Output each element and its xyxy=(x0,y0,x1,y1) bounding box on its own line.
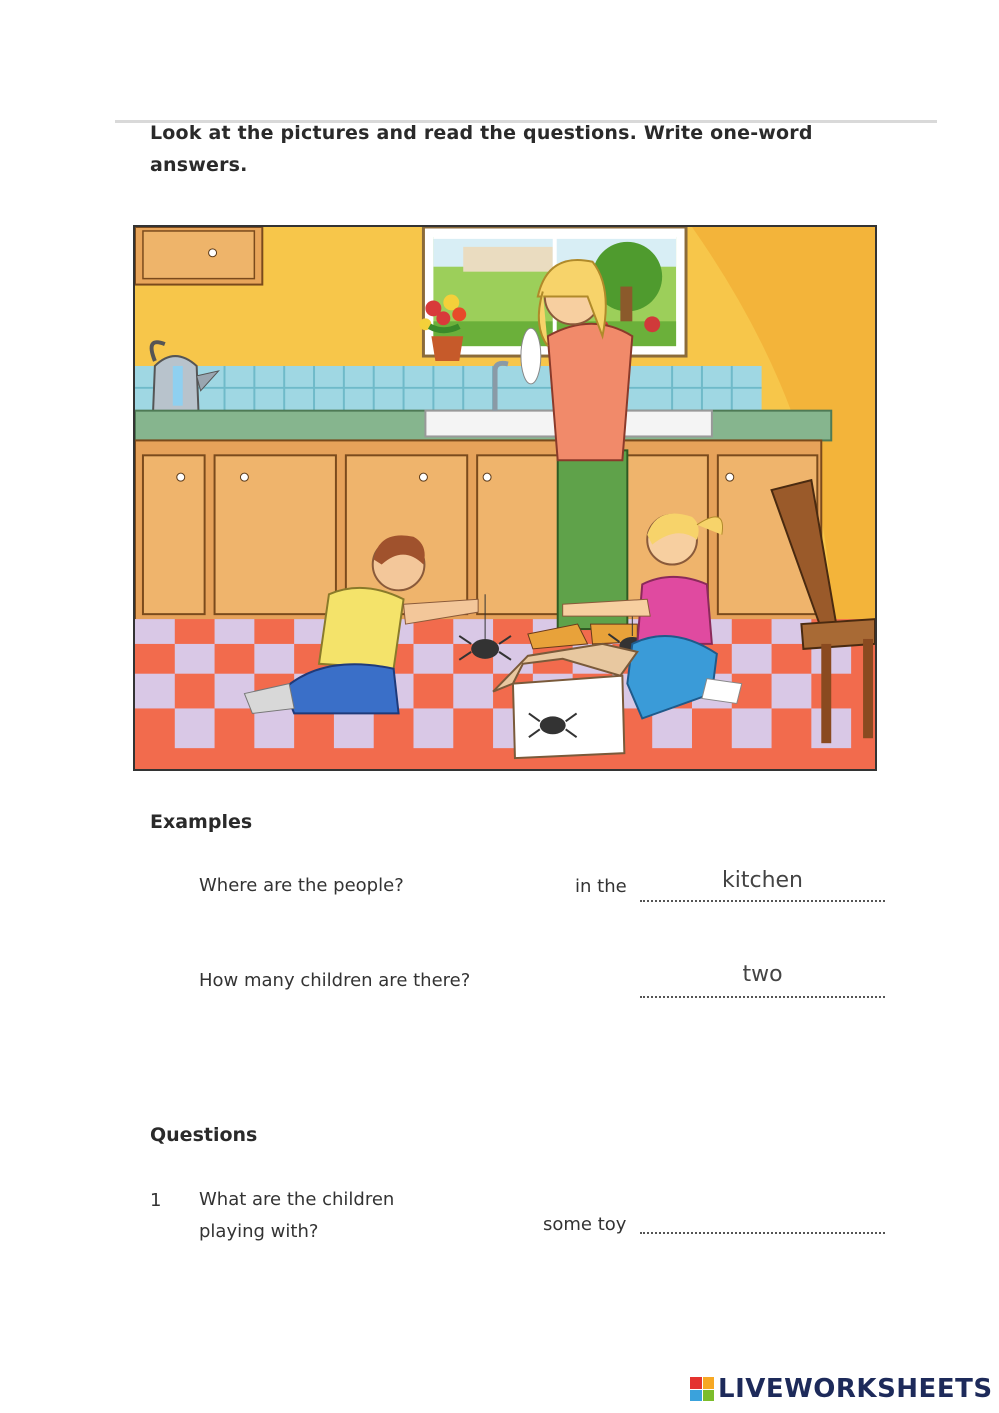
question-number-1: 1 xyxy=(150,1190,162,1211)
examples-heading: Examples xyxy=(150,811,253,833)
example-answer-prefix-1: in the xyxy=(575,876,627,897)
example-answer-2: two xyxy=(742,962,783,987)
example-question-1: Where are the people? xyxy=(199,875,404,896)
questions-heading: Questions xyxy=(150,1124,258,1146)
instructions-text: Look at the pictures and read the questions. Write one-word answers. xyxy=(150,122,813,176)
question-text-line-2: playing with? xyxy=(199,1221,319,1242)
example-answer-1: kitchen xyxy=(722,868,803,893)
example-answer-line-1 xyxy=(640,900,885,902)
example-answer-line-2 xyxy=(640,996,885,998)
question-answer-prefix-1: some toy xyxy=(543,1214,627,1235)
brand-name: LIVEWORKSHEETS xyxy=(718,1374,993,1404)
example-question-2: How many children are there? xyxy=(199,970,471,991)
liveworksheets-logo-icon xyxy=(690,1377,714,1401)
question-text-line-1: What are the children xyxy=(199,1189,395,1210)
kitchen-scene-illustration xyxy=(133,225,877,771)
kitchen-illustration-svg xyxy=(135,227,875,769)
liveworksheets-brand[interactable] xyxy=(690,1374,993,1404)
question-answer-input-1[interactable] xyxy=(640,1232,885,1234)
